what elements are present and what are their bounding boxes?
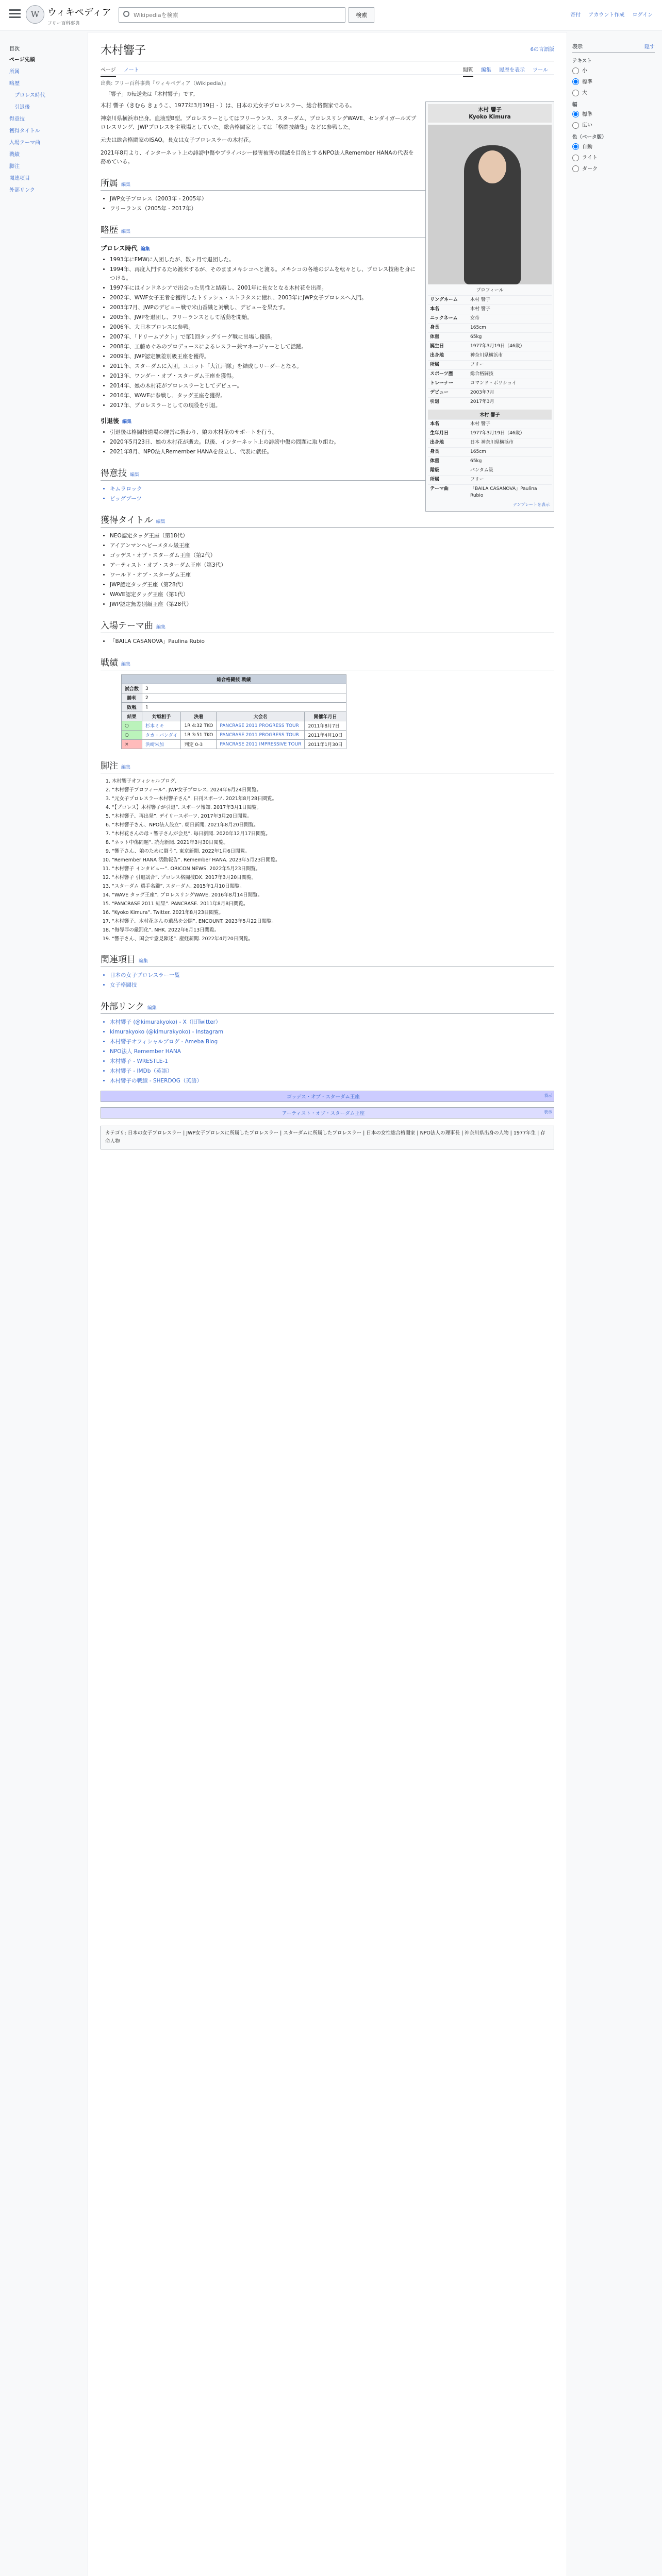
width-radio[interactable] bbox=[572, 111, 579, 117]
heading-notes: 脚注 編集 bbox=[101, 758, 554, 773]
site-header bbox=[0, 0, 662, 31]
heading-titles: 獲得タイトル 編集 bbox=[101, 513, 554, 528]
external-link[interactable]: • NPO法人 Remember HANA bbox=[110, 1047, 554, 1056]
infobox-key: テーマ曲 bbox=[430, 486, 449, 492]
title-item: • NEO認定タッグ王座（第18代） bbox=[110, 532, 554, 540]
record-table bbox=[121, 674, 346, 749]
record-result: × bbox=[122, 740, 142, 749]
record-date: 2011年4月10日 bbox=[305, 731, 346, 740]
summary-value: 1 bbox=[142, 703, 346, 712]
history-item: • 2013年、ワンダー・オブ・スターダム王座を獲得。 bbox=[110, 372, 554, 381]
record-header: 大会名 bbox=[217, 712, 305, 721]
navbox-toggle[interactable]: 表示 bbox=[544, 1110, 552, 1114]
language-button[interactable]: 6の言語版 bbox=[530, 47, 554, 53]
record-result: ○ bbox=[122, 731, 142, 740]
history-item: • 2007年、「ドリームアクト」で第1回タッグリーグ戦に出場し優勝。 bbox=[110, 333, 554, 342]
infobox-title bbox=[428, 104, 552, 123]
option-width[interactable] bbox=[572, 110, 655, 118]
infobox-key: 体重 bbox=[430, 459, 440, 464]
profile-photo[interactable] bbox=[428, 125, 552, 284]
infobox-value: コマンド・ボリショイ bbox=[470, 381, 517, 386]
option-width[interactable] bbox=[572, 121, 655, 129]
infobox-key: 所属 bbox=[430, 362, 440, 367]
history-item: • 2011年、スターダムに入団。ユニット「大江戸隊」を結成しリーダーとなる。 bbox=[110, 362, 554, 371]
record-opponent[interactable]: タカ・バンダイ bbox=[142, 731, 181, 740]
infobox-key: トレーナー bbox=[430, 381, 454, 386]
heading-external: 外部リンク 編集 bbox=[101, 999, 554, 1014]
edit-link[interactable]: 編集 bbox=[121, 182, 131, 188]
tab-tools[interactable]: ツール bbox=[533, 67, 548, 73]
width-radio[interactable] bbox=[572, 122, 579, 129]
history-item: • 2003年7月、JWPのデビュー戦で米山香織と対戦し、デビューを果たす。 bbox=[110, 303, 554, 312]
infobox-value: 木村 響子 bbox=[470, 421, 490, 427]
infobox-value: 女帝 bbox=[470, 316, 480, 321]
toc-item[interactable]: 略歴 bbox=[9, 81, 20, 87]
tab-read[interactable]: 閲覧 bbox=[463, 67, 473, 77]
infobox-row bbox=[428, 397, 552, 406]
history-item: • 2006年、大日本プロレスに参戦。 bbox=[110, 323, 554, 332]
toc-item[interactable]: 戦績 bbox=[9, 152, 20, 158]
history-item: • 2009年、JWP認定無差別級王座を獲得。 bbox=[110, 352, 554, 361]
table-row bbox=[122, 721, 346, 731]
infobox-row bbox=[428, 342, 552, 351]
heading-affiliation: 所属 編集 bbox=[101, 176, 554, 191]
navbox-title-text[interactable]: アーティスト・オブ・スターダム王座 bbox=[282, 1111, 365, 1116]
tab-talk[interactable]: ノート bbox=[124, 67, 139, 73]
edit-link[interactable]: 編集 bbox=[156, 519, 166, 524]
infobox-row bbox=[428, 295, 552, 304]
reference-item: 13. “スターダム 選手名鑑”. スターダム. 2015年1月10日閲覧。 bbox=[112, 883, 554, 890]
donate-link[interactable]: 寄付 bbox=[570, 12, 581, 18]
option-textsize[interactable] bbox=[572, 66, 655, 74]
category-links[interactable]: カテゴリ: 日本の女子プロレスラー | JWP女子プロレスに所属したプロレスラー | スターダムに所属したプロレスラー | 日本の女性総合格闘家 | NPO法人の理事長 | 神奈川県出身の人物 | 1977年生 | 存命人物 bbox=[101, 1126, 554, 1149]
infobox-key: 出身地 bbox=[430, 440, 444, 445]
reference-item: 10. “Remember HANA 活動報告”. Remember HANA. 2023年5月23日閲覧。 bbox=[112, 856, 554, 864]
infobox-value: 65kg bbox=[470, 459, 482, 464]
infobox-value: 総合格闘技 bbox=[470, 371, 494, 377]
external-link[interactable]: • 木村響子 - IMDb（英語） bbox=[110, 1067, 554, 1076]
infobox-row bbox=[428, 314, 552, 323]
reference-item: 9. “響子さん、娘のために闘う”. 東京新聞. 2022年1月6日閲覧。 bbox=[112, 848, 554, 855]
title-item: • JWP認定無差別級王座（第28代） bbox=[110, 600, 554, 609]
heading-theme: 入場テーマ曲 編集 bbox=[101, 618, 554, 633]
hatnote: 「響子」の転送先は「木村響子」です。 bbox=[106, 92, 198, 97]
heading-prowres-era: プロレス時代 編集 bbox=[101, 245, 150, 252]
reference-item: 8. “ネット中傷問題”. 読売新聞. 2021年3月30日閲覧。 bbox=[112, 839, 554, 846]
navbox-title bbox=[101, 1108, 554, 1118]
infobox-value: 木村 響子 bbox=[470, 297, 490, 302]
summary-row bbox=[122, 703, 346, 712]
color-radio[interactable] bbox=[572, 143, 579, 150]
infobox-rows-mma bbox=[428, 419, 552, 500]
toc-item[interactable]: 外部リンク bbox=[9, 188, 35, 193]
reference-item: 16. “Kyoko Kimura”. Twitter. 2021年8月23日閲覧。 bbox=[112, 909, 554, 917]
textsize-radio[interactable] bbox=[572, 78, 579, 85]
external-links-list bbox=[110, 1018, 554, 1086]
infobox-row bbox=[428, 323, 552, 332]
reference-item: 12. “木村響子 引退試合”. プロレス格闘技DX. 2017年3月20日閲覧。 bbox=[112, 874, 554, 882]
history-item: • 2008年、工藤めぐみのプロデュースによるレスラー兼マネージャーとして活躍。 bbox=[110, 343, 554, 351]
option-color[interactable] bbox=[572, 164, 655, 173]
appearance-panel bbox=[572, 42, 655, 175]
record-header: 結果 bbox=[122, 712, 142, 721]
reference-item: 2. “木村響子プロフィール”. JWP女子プロレス. 2024年6月24日閲覧。 bbox=[112, 786, 554, 794]
textsize-radio[interactable] bbox=[572, 90, 579, 96]
related-link[interactable]: • 女子格闘技 bbox=[110, 981, 554, 990]
infobox-value: 165cm bbox=[470, 325, 486, 330]
toc-list bbox=[9, 55, 77, 193]
toc-item[interactable]: 獲得タイトル bbox=[9, 128, 40, 134]
infobox-row bbox=[428, 304, 552, 314]
lead-paragraph: 元夫は総合格闘家のISAO。長女は女子プロレスラーの木村花。 bbox=[101, 137, 254, 143]
related-list bbox=[110, 971, 554, 990]
color-label: 自動 bbox=[582, 144, 592, 150]
edit-link[interactable]: 編集 bbox=[121, 229, 131, 234]
infobox-section-title: 木村 響子 bbox=[428, 410, 552, 419]
reference-item: 15. “PANCRASE 2011 結果”. PANCRASE. 2011年8月8日閲覧。 bbox=[112, 900, 554, 908]
edit-link[interactable]: 編集 bbox=[140, 247, 150, 252]
history-item: • 2016年、WAVEに参戦し、タッグ王座を獲得。 bbox=[110, 392, 554, 400]
infobox-row bbox=[428, 419, 552, 429]
edit-link[interactable]: 編集 bbox=[147, 1006, 157, 1011]
infobox-key: スポーツ歴 bbox=[430, 371, 453, 377]
infobox-value: 木村 響子 bbox=[470, 307, 490, 312]
summary-label: 勝利 bbox=[122, 693, 142, 703]
lead-paragraph: 神奈川県横浜市出身。血液型B型。プロレスラーとしてはフリーランス、スターダム、プロレスリングWAVE、センダイガールズプロレスリング、JWPプロレスを主戦場としていた。総合格闘家としては「格闘技結集」などに参戦した。 bbox=[101, 115, 417, 130]
toc-item[interactable]: 所属 bbox=[9, 69, 20, 75]
infobox-value: 「BAILA CASANOVA」Paulina Rubio bbox=[470, 486, 537, 498]
reference-item: 5. “木村響子、再出発”. デイリースポーツ. 2017年3月20日閲覧。 bbox=[112, 812, 554, 820]
infobox-row bbox=[428, 475, 552, 484]
heading-related: 関連項目 編集 bbox=[101, 952, 554, 967]
option-textsize[interactable] bbox=[572, 77, 655, 86]
infobox-key: ニックネーム bbox=[430, 316, 458, 321]
summary-value: 3 bbox=[142, 684, 346, 693]
title-row bbox=[101, 40, 554, 61]
heading-history: 略歴 編集 bbox=[101, 223, 554, 238]
wordmark-tagline: フリー百科事典 bbox=[47, 21, 80, 26]
reference-item: 3. “元女子プロレスラー木村響子さん”. 日刊スポーツ. 2021年8月28日閲覧。 bbox=[112, 795, 554, 803]
infobox-key: 身長 bbox=[430, 449, 440, 454]
infobox-value: フリー bbox=[470, 362, 484, 367]
related-link[interactable]: • 日本の女子プロレスラー一覧 bbox=[110, 971, 554, 980]
summary-label: 敗戦 bbox=[122, 703, 142, 712]
record-event[interactable]: PANCRASE 2011 IMPRESSIVE TOUR bbox=[217, 740, 305, 749]
infobox-key: リングネーム bbox=[430, 297, 458, 302]
record-title: 総合格闘技 戦績 bbox=[122, 675, 346, 684]
title-item: • JWP認定タッグ王座（第28代） bbox=[110, 581, 554, 589]
page-title: 木村響子 bbox=[101, 44, 146, 57]
infobox-row bbox=[428, 429, 552, 438]
infobox-key: 所属 bbox=[430, 477, 440, 482]
main-menu-icon[interactable] bbox=[9, 9, 21, 19]
affiliation-item: • JWP女子プロレス（2003年 - 2005年） bbox=[110, 195, 554, 204]
history-item: • 2017年、プロレスラーとしての現役を引退。 bbox=[110, 401, 554, 410]
table-row bbox=[122, 740, 346, 749]
search-button[interactable]: 検索 bbox=[349, 7, 374, 23]
history-item: • 1994年、再度入門するため渡米するが、そのままメキシコへと渡る。メキシコの各地のジムを転々とし、プロレス技術を身につける。 bbox=[110, 265, 554, 283]
infobox-row bbox=[428, 447, 552, 456]
navbox-title-text[interactable]: ゴッデス・オブ・スターダム王座 bbox=[287, 1094, 360, 1100]
template-link[interactable]: テンプレートを表示 bbox=[512, 502, 550, 507]
width-label: 広い bbox=[582, 123, 592, 128]
infobox-value: 2017年3月 bbox=[470, 399, 494, 404]
infobox-row bbox=[428, 379, 552, 388]
appearance-header bbox=[572, 42, 655, 53]
wikipedia-wordmark[interactable] bbox=[47, 5, 111, 26]
toc-item[interactable]: 脚注 bbox=[9, 164, 20, 170]
toc-item[interactable]: プロレス時代 bbox=[14, 93, 45, 98]
infobox-row bbox=[428, 388, 552, 397]
external-link[interactable]: • 木村響子オフィシャルブログ - Ameba Blog bbox=[110, 1038, 554, 1046]
appearance-hide-button[interactable]: 隠す bbox=[644, 44, 655, 50]
infobox-row bbox=[428, 438, 552, 447]
summary-value: 2 bbox=[142, 693, 346, 703]
infobox-row bbox=[428, 484, 552, 500]
search-input[interactable] bbox=[134, 10, 309, 20]
infobox-value: 1977年3月19日（46歳） bbox=[470, 431, 525, 436]
affiliation-item: • フリーランス（2005年 - 2017年） bbox=[110, 205, 554, 213]
infobox-key: 身長 bbox=[430, 325, 440, 330]
wordmark-text: ウィキペディア bbox=[47, 7, 111, 18]
width-label: 標準 bbox=[582, 111, 592, 117]
reference-item: 18. “侮辱罪の厳罰化”. NHK. 2022年6月13日閲覧。 bbox=[112, 926, 554, 934]
record-method: 1R 4:32 TKO bbox=[181, 721, 217, 731]
infobox-value: 2003年7月 bbox=[470, 390, 494, 395]
finisher-item[interactable]: • ビッグブーツ bbox=[110, 495, 554, 503]
title-item: • ワールド・オブ・スターダム王座 bbox=[110, 571, 554, 580]
reference-item: 14. “WAVE タッグ王座”. プロレスリングWAVE. 2016年8月14日閲覧。 bbox=[112, 891, 554, 899]
summary-row bbox=[122, 693, 346, 703]
color-radio[interactable] bbox=[572, 155, 579, 161]
text-size-label: テキスト bbox=[572, 58, 592, 64]
reference-item: 7. “木村花さんの母・響子さんが会見”. 毎日新聞. 2020年12月17日閲覧。 bbox=[112, 830, 554, 838]
record-summary bbox=[122, 684, 346, 712]
record-date: 2011年1月30日 bbox=[305, 740, 346, 749]
navbox bbox=[101, 1107, 554, 1118]
infobox-value: 日本 神奈川県横浜市 bbox=[470, 440, 514, 445]
textsize-label: 標準 bbox=[582, 79, 592, 85]
title-item: • WAVE認定タッグ王座（第1代） bbox=[110, 590, 554, 599]
title-item: • アーティスト・オブ・スターダム王座（第3代） bbox=[110, 561, 554, 570]
record-opponent[interactable]: 浜崎朱加 bbox=[142, 740, 181, 749]
navbox-toggle[interactable]: 表示 bbox=[544, 1093, 552, 1098]
infobox-value: フリー bbox=[470, 477, 484, 482]
reference-item: 19. “響子さん、国会で意見陳述”. 産経新聞. 2022年4月20日閲覧。 bbox=[112, 935, 554, 943]
toc-item[interactable]: 入場テーマ曲 bbox=[9, 140, 40, 146]
photo-face bbox=[478, 150, 506, 183]
infobox-key: 本名 bbox=[430, 421, 440, 427]
infobox-row bbox=[428, 351, 552, 360]
color-options bbox=[572, 142, 655, 173]
color-label: ダーク bbox=[582, 166, 598, 172]
history-item: • 2020年5月23日、娘の木村花が逝去。以後、インターネット上の誹謗中傷の問題に取り組む。 bbox=[110, 438, 554, 447]
reference-item: 4. “【プロレス】木村響子が引退”. スポーツ報知. 2017年3月1日閲覧。 bbox=[112, 804, 554, 811]
record-date: 2011年8月7日 bbox=[305, 721, 346, 731]
external-link[interactable]: • 木村響子 - WRESTLE-1 bbox=[110, 1057, 554, 1066]
summary-label: 試合数 bbox=[122, 684, 142, 693]
infobox-row bbox=[428, 466, 552, 475]
record-body bbox=[122, 721, 346, 749]
infobox-row bbox=[428, 369, 552, 379]
summary-row bbox=[122, 684, 346, 693]
appearance-title: 表示 bbox=[572, 44, 583, 50]
record-header: 開催年月日 bbox=[305, 712, 346, 721]
edit-link[interactable]: 編集 bbox=[122, 419, 132, 425]
textsize-label: 大 bbox=[582, 90, 587, 96]
width-options bbox=[572, 110, 655, 129]
infobox-value: 65kg bbox=[470, 334, 482, 340]
table-row bbox=[122, 731, 346, 740]
toc-item[interactable]: 関連項目 bbox=[9, 176, 30, 181]
infobox-key: 本名 bbox=[430, 307, 440, 312]
infobox-key: 出身地 bbox=[430, 353, 444, 358]
navboxes bbox=[101, 1091, 554, 1118]
infobox-row bbox=[428, 332, 552, 342]
infobox-value: 神奈川県横浜市 bbox=[470, 353, 503, 358]
edit-link[interactable]: 編集 bbox=[156, 625, 166, 630]
textsize-label: 小 bbox=[582, 68, 587, 74]
search-icon bbox=[123, 11, 129, 17]
external-link[interactable]: • 木村響子 (@kimurakyoko) - X（旧Twitter） bbox=[110, 1018, 554, 1027]
history-item: • 1997年にはインドネシアで出会った男性と結婚し、2001年に長女となる木村花を出産。 bbox=[110, 284, 554, 293]
infobox-key: 誕生日 bbox=[430, 344, 444, 349]
from-wikipedia: 出典: フリー百科事典『ウィキペディア（Wikipedia）』 bbox=[101, 81, 229, 87]
title-item: • アイアンマンヘビーメタル級王座 bbox=[110, 541, 554, 550]
option-color[interactable] bbox=[572, 153, 655, 161]
reference-item: 6. “木村響子さん、NPO法人設立”. 朝日新聞. 2021年8月20日閲覧。 bbox=[112, 821, 554, 829]
references-list bbox=[112, 777, 554, 943]
heading-after-retire: 引退後 編集 bbox=[101, 417, 132, 425]
heading-finishers: 得意技 編集 bbox=[101, 466, 554, 481]
history-item: • 1993年にFMWに入団したが、数ヶ月で退団した。 bbox=[110, 256, 554, 264]
color-label: ライト bbox=[582, 155, 598, 161]
main-content bbox=[88, 32, 567, 2576]
toc-item[interactable]: 引退後 bbox=[14, 105, 30, 110]
finisher-item[interactable]: • キムラロック bbox=[110, 485, 554, 494]
history-item: • 2014年、娘の木村花がプロレスラーとしてデビュー。 bbox=[110, 382, 554, 391]
infobox-value: 1977年3月19日（46歳） bbox=[470, 344, 525, 349]
option-textsize[interactable] bbox=[572, 88, 655, 96]
lead-paragraph: 2021年8月より、インターネット上の誹謗中傷やプライバシー侵害被害の撲滅を目的とするNPO法人Remember HANAの代表を務めている。 bbox=[101, 150, 414, 165]
infobox-name-en: Kyoko Kimura bbox=[469, 114, 511, 120]
heading-record: 戦績 編集 bbox=[101, 655, 554, 670]
infobox-key: 階級 bbox=[430, 468, 440, 473]
navbox-title bbox=[101, 1091, 554, 1101]
record-event[interactable]: PANCRASE 2011 PROGRESS TOUR bbox=[217, 721, 305, 731]
reference-item: 17. “木村響子、木村花さんの遺品を公開”. ENCOUNT. 2023年5月22日閲覧。 bbox=[112, 918, 554, 925]
record-event[interactable]: PANCRASE 2011 PROGRESS TOUR bbox=[217, 731, 305, 740]
width-label: 幅 bbox=[572, 101, 577, 108]
history-item: • 2021年8月、NPO法人Remember HANAを設立し、代表に就任。 bbox=[110, 448, 554, 456]
infobox-row bbox=[428, 456, 552, 466]
theme-list bbox=[110, 637, 554, 646]
record-header: 決着 bbox=[181, 712, 217, 721]
toc-title: 目次 bbox=[9, 46, 20, 52]
login-link[interactable]: ログイン bbox=[632, 12, 653, 18]
record-result: ○ bbox=[122, 721, 142, 731]
external-link[interactable]: • 木村響子の戦績 - SHERDOG（英語） bbox=[110, 1077, 554, 1086]
search-box[interactable] bbox=[119, 7, 345, 23]
infobox-key: 生年月日 bbox=[430, 431, 449, 436]
theme-item: • 「BAILA CASANOVA」Paulina Rubio bbox=[110, 637, 554, 646]
page-tabs bbox=[101, 61, 554, 75]
history-item: • 2002年、WWF女子王者を獲得したトリッシュ・ストラタスに憧れ、2003年にJWP女子プロレスへ入門。 bbox=[110, 294, 554, 302]
infobox-value: 165cm bbox=[470, 449, 486, 454]
wikipedia-logo[interactable]: W bbox=[26, 5, 44, 24]
edit-link[interactable]: 編集 bbox=[139, 959, 148, 964]
history-item: • 引退後は格闘技道場の運営に携わり、娘の木村花のサポートを行う。 bbox=[110, 428, 554, 437]
edit-link[interactable]: 編集 bbox=[121, 765, 131, 770]
textsize-radio[interactable] bbox=[572, 67, 579, 74]
infobox bbox=[425, 101, 554, 512]
record-header-row bbox=[122, 712, 346, 721]
toc-item[interactable]: ページ先頭 bbox=[9, 57, 35, 63]
infobox-rows-profile bbox=[428, 295, 552, 406]
reference-item: 11. “木村響子 インタビュー”. ORICON NEWS. 2022年5月23日閲覧。 bbox=[112, 865, 554, 873]
tab-history[interactable]: 履歴を表示 bbox=[499, 67, 525, 73]
infobox-key: 体重 bbox=[430, 334, 440, 340]
infobox-name-ja: 木村 響子 bbox=[478, 107, 502, 113]
color-label: 色（ベータ版） bbox=[572, 134, 607, 140]
toc-item[interactable]: 得意技 bbox=[9, 116, 25, 122]
tab-edit[interactable]: 編集 bbox=[481, 67, 491, 73]
titles-list bbox=[110, 532, 554, 609]
title-item: • ゴッデス・オブ・スターダム王座（第2代） bbox=[110, 551, 554, 560]
edit-link[interactable]: 編集 bbox=[130, 472, 140, 478]
reference-item: 1. 木村響子オフィシャルブログ. bbox=[112, 777, 554, 785]
history-item: • 2005年、JWPを退団し、フリーランスとして活動を開始。 bbox=[110, 313, 554, 322]
infobox-row bbox=[428, 360, 552, 369]
external-link[interactable]: • kimurakyoko (@kimurakyoko) - Instagram bbox=[110, 1028, 554, 1037]
infobox-value: バンタム級 bbox=[470, 468, 493, 473]
infobox-key: デビュー bbox=[430, 390, 449, 395]
tab-article[interactable]: ページ bbox=[101, 67, 116, 77]
infobox-caption: プロフィール bbox=[476, 288, 504, 293]
record-opponent[interactable]: 杉本ミキ bbox=[142, 721, 181, 731]
edit-link[interactable]: 編集 bbox=[121, 662, 131, 667]
create-account-link[interactable]: アカウント作成 bbox=[588, 12, 625, 18]
lead-paragraph: 木村 響子（きむら きょうこ、1977年3月19日 - ）は、日本の元女子プロレスラー、総合格闘家である。 bbox=[101, 103, 355, 109]
record-method: 1R 3:51 TKO bbox=[181, 731, 217, 740]
color-radio[interactable] bbox=[572, 165, 579, 172]
text-size-options bbox=[572, 66, 655, 96]
navbox bbox=[101, 1091, 554, 1102]
toc-sidebar bbox=[0, 32, 82, 197]
infobox-key: 引退 bbox=[430, 399, 440, 404]
user-links bbox=[564, 10, 653, 18]
option-color[interactable] bbox=[572, 142, 655, 150]
record-method: 判定 0-3 bbox=[181, 740, 217, 749]
record-header: 対戦相手 bbox=[142, 712, 181, 721]
